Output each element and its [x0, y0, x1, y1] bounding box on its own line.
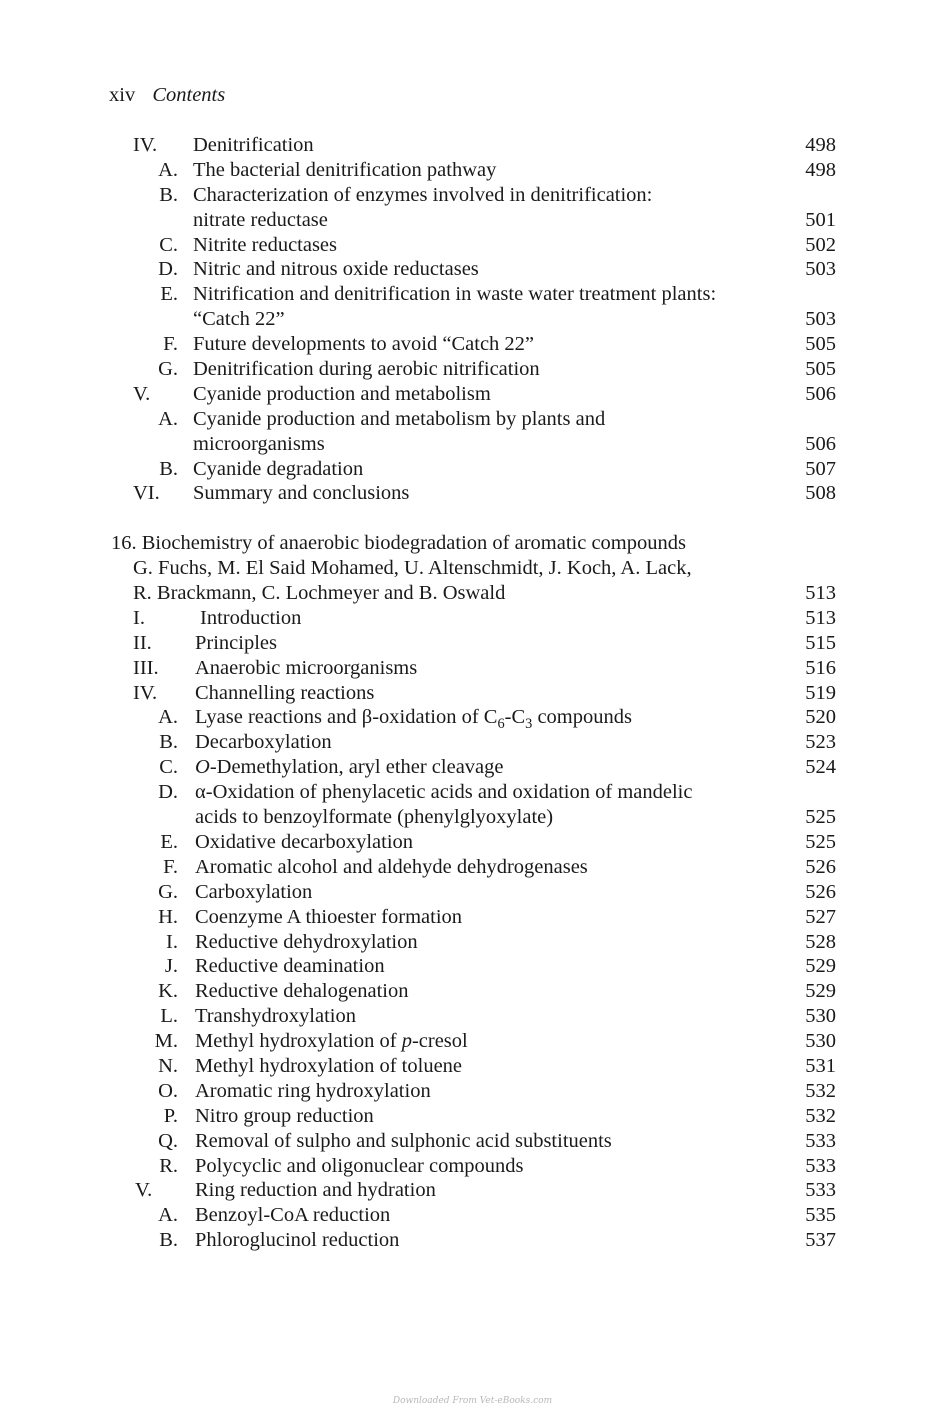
entry-title: Benzoyl-CoA reduction [195, 1204, 391, 1227]
toc-entry-subsection [0, 855, 945, 880]
entry-page: 533 [805, 1179, 836, 1202]
entry-title: Denitrification during aerobic nitrification [193, 358, 540, 381]
entry-title: Methyl hydroxylation of toluene [195, 1054, 463, 1077]
entry-label: K. [158, 980, 178, 1003]
entry-title: Coenzyme A thioester formation [195, 905, 463, 928]
entry-title: Introduction [200, 606, 302, 629]
entry-page: 527 [805, 905, 836, 928]
toc-entry-section: III. Anaerobic microorganisms 516 [133, 656, 836, 679]
entry-label: C. [159, 756, 178, 779]
entry-page: 533 [805, 1154, 836, 1177]
entry-title: microorganisms [193, 432, 325, 455]
entry-page: 502 [805, 233, 836, 256]
toc-entry-subsection [0, 357, 945, 382]
toc-entry-section: V. Ring reduction and hydration 533 [135, 1179, 836, 1202]
entry-title: Nitrite reductases [193, 233, 338, 256]
entry-page: 523 [805, 731, 836, 754]
entry-title: Reductive deamination [195, 955, 385, 978]
toc-entry-subsection [0, 1154, 945, 1179]
entry-title: Ring reduction and hydration [195, 1179, 436, 1202]
toc-entry-subsection [0, 1203, 945, 1228]
toc-entry-section: VI. Summary and conclusions 508 [133, 482, 836, 505]
entry-page: 508 [805, 482, 836, 505]
toc-entry-section: IV. Channelling reactions 519 [133, 681, 836, 704]
entry-page: 520 [805, 706, 836, 729]
toc-entry-continuation [0, 307, 945, 332]
entry-label: R. [159, 1154, 178, 1177]
entry-label: E. [160, 283, 178, 306]
toc-entry-subsection [0, 705, 945, 733]
entry-label: B. [159, 731, 178, 754]
entry-title: Cyanide production and metabolism [193, 382, 491, 405]
toc-entry-subsection [0, 755, 945, 780]
entry-label: I. [166, 930, 178, 953]
entry-title: Future developments to avoid “Catch 22” [193, 333, 535, 356]
entry-page: 503 [805, 258, 836, 281]
toc-entry-section: II. Principles 515 [133, 631, 836, 654]
entry-label: A. [158, 158, 178, 181]
toc-entry-subsection [0, 233, 945, 258]
entry-page: 532 [805, 1104, 836, 1127]
toc-entry-subsection [0, 930, 945, 955]
entry-title: Transhydroxylation [195, 1005, 356, 1028]
entry-label: O. [158, 1079, 178, 1102]
entry-page: 505 [805, 333, 836, 356]
entry-label: F. [163, 333, 178, 356]
entry-title: Nitrification and denitrification in waste water treatment plants: [193, 283, 717, 306]
entry-page: 528 [805, 930, 836, 953]
entry-page: 529 [805, 955, 836, 978]
entry-page: 519 [805, 681, 836, 704]
entry-page: 501 [805, 208, 836, 231]
entry-page: 524 [805, 756, 836, 779]
entry-page: 503 [805, 308, 836, 331]
entry-label: A. [158, 407, 178, 430]
running-header [109, 84, 225, 107]
entry-page: 533 [805, 1129, 836, 1152]
toc-entry-subsection [0, 979, 945, 1004]
toc-entry-subsection [0, 1004, 945, 1029]
entry-label: J. [164, 955, 178, 978]
entry-label: E. [160, 830, 178, 853]
entry-label: D. [158, 258, 178, 281]
entry-title: Cyanide degradation [193, 457, 364, 480]
entry-title: Reductive dehalogenation [195, 980, 409, 1003]
entry-page: 530 [805, 1030, 836, 1053]
entry-page: 526 [805, 880, 836, 903]
entry-title: Denitrification [193, 134, 314, 156]
entry-label: G. [158, 880, 178, 903]
entry-title: The bacterial denitrification pathway [193, 158, 497, 181]
entry-page: 506 [805, 432, 836, 455]
authors-line: G. Fuchs, M. El Said Mohamed, U. Altenschmidt, J. Koch, A. Lack, [133, 557, 692, 580]
entry-page: 513 [805, 606, 836, 629]
toc-entry-continuation [0, 432, 945, 457]
entry-label: A. [158, 1204, 178, 1227]
entry-title: Nitro group reduction [195, 1104, 374, 1127]
toc-entry-subsection [0, 282, 945, 307]
toc-entry-subsection [0, 257, 945, 282]
entry-title: Channelling reactions [195, 681, 375, 704]
toc-entry-subsection [0, 780, 945, 805]
toc-entry-subsection [0, 730, 945, 755]
entry-title: Reductive dehydroxylation [195, 930, 418, 953]
entry-page: 530 [805, 1005, 836, 1028]
toc-entry-subsection [0, 954, 945, 979]
entry-page: 498 [805, 134, 836, 156]
entry-title: Principles [195, 631, 277, 654]
authors-line: R. Brackmann, C. Lochmeyer and B. Oswald [133, 582, 506, 605]
toc-entry-section: V. Cyanide production and metabolism 506 [133, 382, 836, 405]
page-number: xiv [109, 84, 136, 106]
entry-title: Carboxylation [195, 880, 313, 903]
entry-title: nitrate reductase [193, 208, 328, 231]
chapter-authors [0, 556, 945, 581]
entry-title: Characterization of enzymes involved in denitrification: [193, 183, 653, 206]
toc-entry-subsection [0, 457, 945, 482]
entry-title: Methyl hydroxylation of p-cresol [195, 1030, 468, 1053]
chapter-title [0, 531, 945, 556]
toc-entry-subsection [0, 332, 945, 357]
entry-label: L. [160, 1005, 178, 1028]
entry-label: Q. [158, 1129, 178, 1152]
toc-entry-continuation [0, 805, 945, 830]
entry-title: Lyase reactions and β-oxidation of $C_6-C_3$ compounds [195, 706, 632, 733]
toc-entry-section: IV. Denitrification 498 [133, 134, 836, 156]
entry-page: 537 [805, 1229, 836, 1252]
toc-entry-subsection [0, 1228, 945, 1253]
entry-title: Polycyclic and oligonuclear compounds [195, 1154, 524, 1177]
entry-page: 513 [805, 582, 836, 605]
chapter-heading: 16. Biochemistry of anaerobic biodegradation of aromatic compounds [111, 532, 686, 555]
entry-page: 505 [805, 358, 836, 381]
entry-page: 516 [805, 656, 836, 679]
entry-page: 532 [805, 1079, 836, 1102]
entry-title: “Catch 22” [193, 308, 285, 331]
toc-entry-continuation [0, 208, 945, 233]
entry-title: Summary and conclusions [193, 482, 410, 505]
entry-label: P. [163, 1104, 178, 1127]
entry-title: Aromatic ring hydroxylation [195, 1079, 431, 1102]
toc-entry-subsection [0, 880, 945, 905]
entry-label: B. [159, 457, 178, 480]
toc-entry-subsection [0, 905, 945, 930]
toc-entry-subsection [0, 407, 945, 432]
entry-page: 515 [805, 631, 836, 654]
toc-entry-subsection [0, 1129, 945, 1154]
entry-label: B. [159, 183, 178, 206]
toc-entry-subsection [0, 158, 945, 183]
entry-title: acids to benzoylformate (phenylglyoxylate) [195, 806, 554, 829]
toc-entry-subsection [0, 1029, 945, 1054]
entry-title: Decarboxylation [195, 731, 332, 754]
entry-label: A. [158, 706, 178, 729]
entry-title: Removal of sulpho and sulphonic acid substituents [195, 1129, 612, 1152]
entry-title: Anaerobic microorganisms [195, 656, 418, 679]
entry-page: 526 [805, 855, 836, 878]
entry-page: 535 [805, 1204, 836, 1227]
entry-label: F. [163, 855, 178, 878]
entry-title: Aromatic alcohol and aldehyde dehydrogenases [195, 855, 588, 878]
entry-title: α-Oxidation of phenylacetic acids and oxidation of mandelic [195, 781, 693, 804]
entry-label: G. [158, 358, 178, 381]
entry-page: 529 [805, 980, 836, 1003]
entry-label: N. [158, 1054, 178, 1077]
running-title: Contents [152, 84, 226, 106]
toc-entry-subsection [0, 183, 945, 208]
entry-label: C. [159, 233, 178, 256]
toc-entry-subsection [0, 830, 945, 855]
entry-title: Oxidative decarboxylation [195, 830, 414, 853]
toc-entry-subsection [0, 1079, 945, 1104]
table-of-contents [0, 133, 945, 1253]
entry-label: M. [154, 1030, 178, 1053]
entry-label: H. [158, 905, 178, 928]
toc-entry-subsection [0, 1104, 945, 1129]
entry-page: 525 [805, 830, 836, 853]
entry-page: 531 [805, 1054, 836, 1077]
watermark: Downloaded From Vet-eBooks.com [392, 1396, 553, 1406]
chapter-authors [0, 581, 945, 606]
entry-page: 498 [805, 158, 836, 181]
entry-page: 507 [805, 457, 836, 480]
entry-title: Phloroglucinol reduction [195, 1229, 400, 1252]
toc-entry-subsection [0, 1054, 945, 1079]
entry-title: Cyanide production and metabolism by plants and [193, 407, 606, 430]
entry-page: 525 [805, 806, 836, 829]
entry-label: B. [159, 1229, 178, 1252]
entry-page: 506 [805, 382, 836, 405]
entry-title: Nitric and nitrous oxide reductases [193, 258, 479, 281]
entry-title: O-Demethylation, aryl ether cleavage [195, 756, 504, 779]
entry-label: D. [158, 781, 178, 804]
toc-entry-section: I. Introduction 513 [133, 606, 836, 629]
